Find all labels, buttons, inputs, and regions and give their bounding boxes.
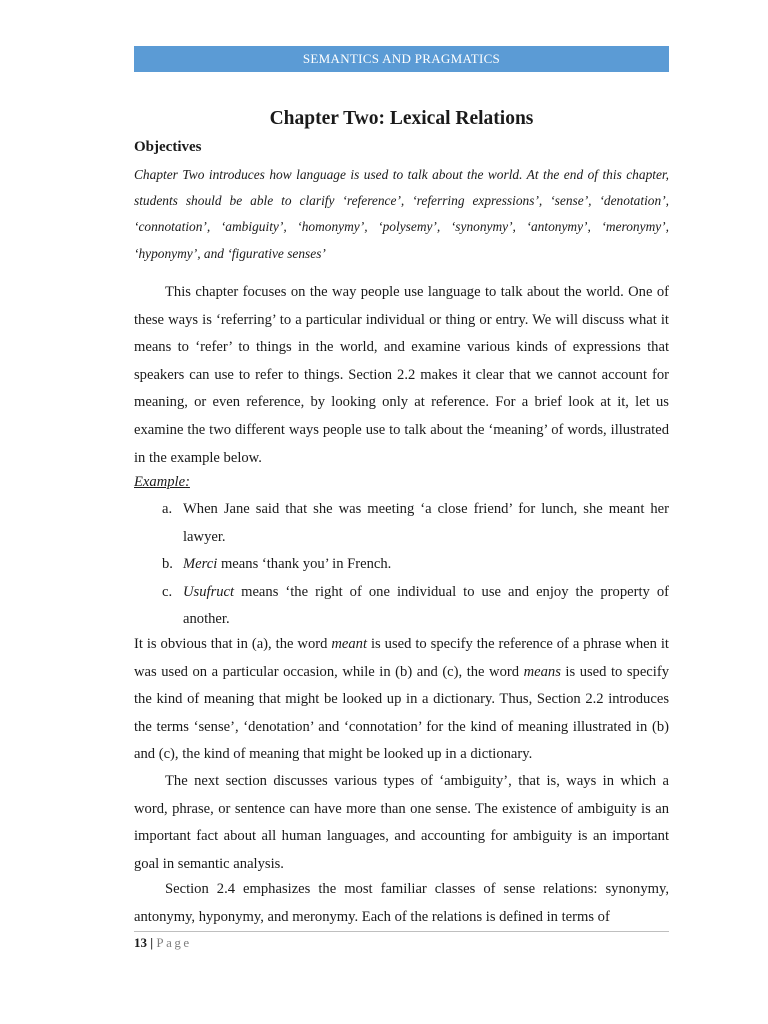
intro-paragraph: This chapter focuses on the way people use language to talk about the world. One of these ways is ‘referring’ to a particular individual or thing or entry. We will discuss what it means to ‘refer’ to things in the world, and examine various kinds of expressions that speakers can use to refer to things. Section 2.2 makes it clear that we cannot account for meaning, or even reference, by looking only at reference. For a brief look at it, let us examine the two different ways people use to talk about the ‘meaning’ of words, illustrated in the example below. [134, 284, 669, 466]
analysis-part-1: It is obvious that in (a), the word [134, 636, 332, 652]
example-list [162, 496, 669, 634]
example-marker-c: c. [162, 583, 173, 600]
example-text-a: When Jane said that she was meeting ‘a close friend’ for lunch, she meant her lawyer. [183, 501, 669, 545]
example-text-c [183, 579, 669, 634]
objectives-heading: Objectives [134, 139, 202, 155]
example-item-c [162, 579, 669, 634]
example-label-colon: : [185, 474, 190, 490]
example-item-a [162, 496, 669, 551]
footer-divider [134, 931, 669, 932]
example-rest-c: means ‘the right of one individual to use and enjoy the property of another. [183, 583, 669, 628]
example-rest-b: means ‘thank you’ in French. [217, 556, 392, 573]
example-label [134, 469, 190, 497]
example-marker-a: a. [162, 501, 173, 517]
chapter-title: Chapter Two: Lexical Relations [269, 108, 534, 129]
objectives-text: Chapter Two introduces how language is used to talk about the world. At the end of this chapter, students should be able to clarify ‘reference’, ‘referring expressions’, ‘sense’, ‘denotation’, ‘connotation’, ‘ambiguity’, ‘homonymy’, ‘polysemy’, ‘synonymy’, ‘antonymy’, ‘meronymy’, ‘hyponymy’, and ‘figurative senses’ [134, 167, 669, 261]
page-footer [134, 934, 192, 952]
footer-separator: | [147, 935, 157, 950]
page-number: 13 [134, 935, 147, 950]
example-item-b [162, 551, 669, 579]
running-header [134, 46, 669, 72]
example-term-usufruct: Usufruct [183, 583, 235, 600]
analysis-term-means: means [523, 663, 561, 680]
page-word: Page [156, 935, 192, 950]
example-term-merci: Merci [183, 556, 218, 573]
analysis-part-3: is used to specify the kind of meaning that might be looked up in a dictionary. Thus, Section 2.2 introduces the terms ‘sense’, ‘denotation’ and ‘connotation’ for the kind of meaning illustrated in (b) and (c), the kind of meaning that might be looked up in a dictionary. [134, 663, 669, 763]
example-label-text: Example [134, 474, 186, 490]
example-text-b [183, 551, 669, 579]
ambiguity-paragraph: The next section discusses various types of ‘ambiguity’, that is, ways in which a word, phrase, or sentence can have more than one sense. The existence of ambiguity is an important fact about all human languages, and accounting for ambiguity is an important goal in semantic analysis. [134, 773, 669, 872]
sense-relations-paragraph: Section 2.4 emphasizes the most familiar classes of sense relations: synonymy, antonymy, hyponymy, and meronymy. Each of the relations is defined in terms of [134, 881, 669, 925]
running-header-text: SEMANTICS AND PRAGMATICS [302, 51, 501, 66]
analysis-paragraph [134, 631, 669, 769]
analysis-part-2: is used to specify the reference of a phrase when it was used on a particular occasion, while in (b) and (c), the word [134, 636, 669, 680]
example-marker-b: b. [162, 556, 173, 573]
analysis-term-meant: meant [331, 636, 368, 652]
